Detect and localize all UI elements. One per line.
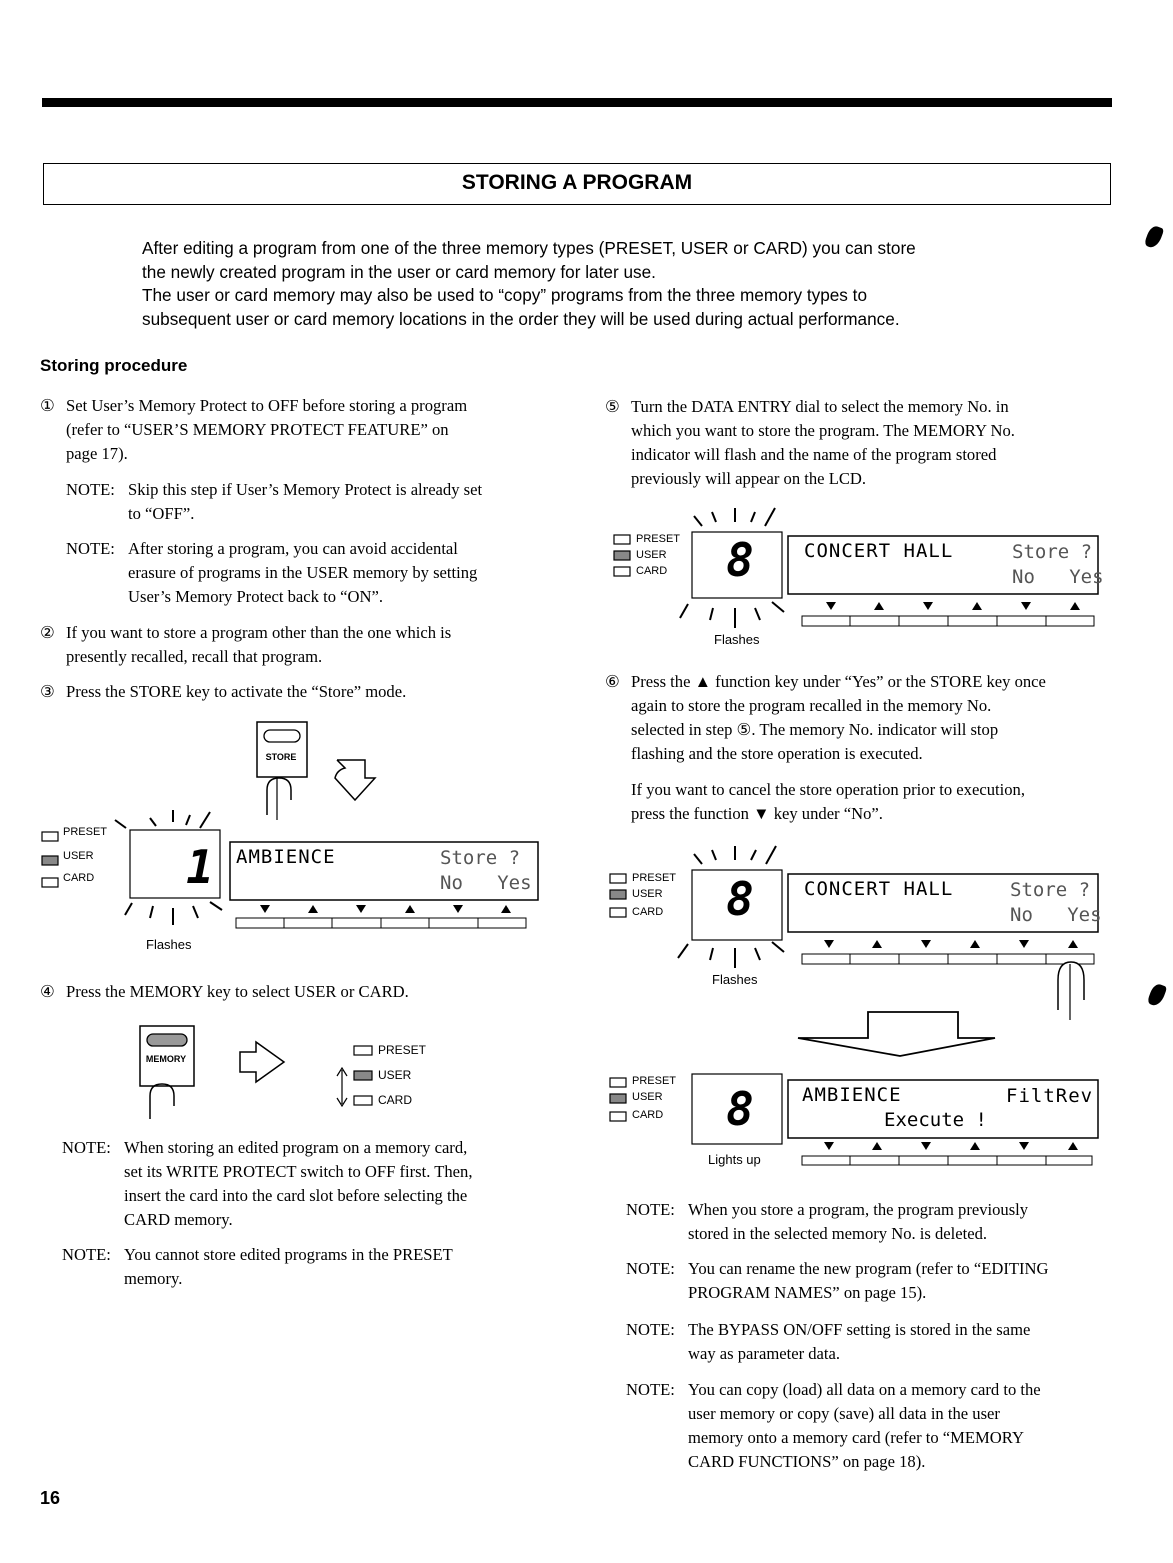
function-key-strip[interactable] bbox=[802, 1156, 1092, 1165]
step-line: which you want to store the program. The MEMORY No. bbox=[631, 421, 1015, 440]
note bbox=[62, 1136, 562, 1232]
note bbox=[626, 1318, 1146, 1366]
note-line: user memory or copy (save) all data in the user bbox=[688, 1404, 1000, 1423]
step-6-cancel bbox=[631, 778, 1131, 826]
note-label: NOTE: bbox=[626, 1200, 675, 1219]
user-indicator-icon bbox=[610, 1094, 626, 1103]
user-label: USER bbox=[378, 1068, 412, 1082]
step-3 bbox=[40, 680, 570, 704]
lcd-program-name: AMBIENCE bbox=[236, 846, 336, 868]
memory-digit: 8 bbox=[726, 533, 754, 587]
function-key-arrows bbox=[826, 602, 1080, 610]
arrow-right-icon bbox=[240, 1042, 284, 1082]
step-number: ⑥ bbox=[605, 672, 620, 691]
note-line: CARD FUNCTIONS” on page 18). bbox=[688, 1452, 926, 1471]
memory-digit: 1 bbox=[186, 840, 214, 894]
note-label: NOTE: bbox=[626, 1259, 675, 1278]
preset-indicator-icon bbox=[610, 1078, 626, 1087]
card-indicator-icon bbox=[42, 878, 58, 887]
finger-icon bbox=[150, 1084, 174, 1119]
note-line: You cannot store edited programs in the PRESET bbox=[124, 1245, 453, 1264]
user-label: USER bbox=[63, 850, 94, 862]
display-1-illustration bbox=[40, 800, 540, 940]
card-indicator-icon bbox=[614, 567, 630, 576]
lights-up-caption: Lights up bbox=[708, 1152, 761, 1167]
card-indicator-icon bbox=[610, 1112, 626, 1121]
card-label: CARD bbox=[632, 1109, 664, 1121]
step-line: (refer to “USER’S MEMORY PROTECT FEATURE” on bbox=[66, 420, 449, 439]
page-number: 16 bbox=[40, 1488, 61, 1508]
step-line: flashing and the store operation is executed. bbox=[631, 744, 923, 763]
note-label: NOTE: bbox=[66, 480, 115, 499]
binding-hole-mark bbox=[1144, 224, 1165, 249]
note bbox=[62, 1243, 562, 1291]
note-line: You can rename the new program (refer to “EDITING bbox=[688, 1259, 1049, 1278]
finger-icon bbox=[1058, 962, 1084, 1010]
card-label: CARD bbox=[632, 906, 664, 918]
intro-line: The user or card memory may also be used to “copy” programs from the three memory types to bbox=[142, 285, 868, 306]
lcd-program-name: CONCERT HALL bbox=[804, 878, 954, 900]
lcd-program-name: AMBIENCE bbox=[802, 1084, 902, 1106]
lcd-execute: Execute ! bbox=[884, 1109, 987, 1131]
preset-label: PRESET bbox=[63, 826, 108, 838]
preset-indicator-icon bbox=[42, 832, 58, 841]
memory-key-label: MEMORY bbox=[145, 1054, 187, 1064]
note-line: set its WRITE PROTECT switch to OFF first. Then, bbox=[124, 1162, 473, 1181]
section-heading: Storing procedure bbox=[40, 356, 188, 375]
preset-indicator-icon bbox=[354, 1046, 372, 1055]
display-3-illustration bbox=[608, 840, 1100, 1020]
flashes-caption: Flashes bbox=[146, 937, 192, 952]
user-label: USER bbox=[632, 1091, 663, 1103]
step-line: Set User’s Memory Protect to OFF before storing a program bbox=[66, 396, 468, 415]
flashes-caption: Flashes bbox=[714, 632, 760, 647]
step-number: ② bbox=[40, 623, 55, 642]
note bbox=[66, 478, 566, 526]
intro-line: After editing a program from one of the three memory types (PRESET, USER or CARD) you can store bbox=[142, 238, 916, 258]
function-key-arrows bbox=[260, 905, 511, 913]
note-line: When storing an edited program on a memory card, bbox=[124, 1138, 468, 1157]
note-line: PROGRAM NAMES” on page 15). bbox=[688, 1283, 927, 1302]
user-indicator-icon bbox=[42, 856, 58, 865]
lcd-no-yes: No Yes bbox=[440, 872, 532, 894]
lcd-no-yes: No Yes bbox=[1010, 904, 1102, 926]
page-title: STORING A PROGRAM bbox=[461, 171, 693, 194]
step-line: If you want to cancel the store operation prior to execution, bbox=[631, 780, 1025, 799]
user-indicator-icon bbox=[614, 551, 630, 560]
note-line: Skip this step if User’s Memory Protect is already set bbox=[128, 480, 483, 499]
binding-hole-mark bbox=[1147, 982, 1168, 1007]
note-line: The BYPASS ON/OFF setting is stored in the same bbox=[688, 1320, 1031, 1339]
top-rule bbox=[42, 98, 1112, 107]
lcd-store-prompt: Store ? bbox=[1012, 541, 1093, 563]
step-1 bbox=[40, 394, 570, 466]
updown-arrow-icon bbox=[337, 1068, 347, 1106]
step-5 bbox=[605, 395, 1125, 491]
note bbox=[66, 537, 566, 609]
step-6 bbox=[605, 670, 1135, 766]
note-line: way as parameter data. bbox=[688, 1344, 841, 1363]
lcd-no-yes: No Yes bbox=[1012, 566, 1104, 588]
card-label: CARD bbox=[63, 872, 95, 884]
note-label: NOTE: bbox=[626, 1380, 675, 1399]
note-label: NOTE: bbox=[626, 1320, 675, 1339]
function-key-arrows bbox=[824, 940, 1078, 948]
down-arrow-illustration bbox=[790, 1010, 1000, 1060]
note-line: After storing a program, you can avoid accidental bbox=[128, 539, 458, 558]
user-indicator-icon bbox=[610, 890, 626, 899]
function-key-arrows bbox=[824, 1142, 1078, 1150]
user-label: USER bbox=[636, 549, 667, 561]
step-number: ① bbox=[40, 396, 55, 415]
arrow-down-icon bbox=[798, 1012, 995, 1056]
step-4 bbox=[40, 980, 570, 1004]
step-number: ③ bbox=[40, 682, 55, 701]
preset-indicator-icon bbox=[614, 535, 630, 544]
lcd-store-prompt: Store ? bbox=[440, 847, 521, 869]
card-indicator-icon bbox=[354, 1096, 372, 1105]
step-line: Press the STORE key to activate the “Store” mode. bbox=[66, 682, 407, 701]
step-number: ⑤ bbox=[605, 397, 620, 416]
step-line: selected in step ⑤. The memory No. indicator will stop bbox=[631, 720, 999, 739]
user-indicator-icon bbox=[354, 1071, 372, 1080]
note bbox=[626, 1257, 1146, 1305]
memory-digit: 8 bbox=[726, 1082, 754, 1136]
step-line: presently recalled, recall that program. bbox=[66, 647, 323, 666]
card-label: CARD bbox=[378, 1093, 413, 1107]
store-key-label: STORE bbox=[265, 752, 297, 762]
step-2 bbox=[40, 621, 570, 669]
note-line: memory. bbox=[124, 1269, 183, 1288]
intro-line: subsequent user or card memory locations in the order they will be used during actual performance. bbox=[142, 308, 900, 329]
preset-label: PRESET bbox=[632, 872, 677, 884]
note bbox=[626, 1378, 1146, 1474]
memory-key-cap bbox=[147, 1034, 187, 1046]
card-indicator-icon bbox=[610, 908, 626, 917]
preset-label: PRESET bbox=[632, 1075, 677, 1087]
preset-label: PRESET bbox=[636, 533, 681, 545]
note-line: CARD memory. bbox=[124, 1210, 233, 1229]
note-line: erasure of programs in the USER memory by setting bbox=[128, 563, 478, 582]
note-label: NOTE: bbox=[62, 1245, 111, 1264]
step-line: page 17). bbox=[66, 444, 128, 463]
note-line: You can copy (load) all data on a memory card to the bbox=[688, 1380, 1041, 1399]
preset-indicator-icon bbox=[610, 874, 626, 883]
note-line: insert the card into the card slot before selecting the bbox=[124, 1186, 468, 1205]
step-line: Turn the DATA ENTRY dial to select the memory No. in bbox=[631, 397, 1009, 416]
card-label: CARD bbox=[636, 565, 668, 577]
user-label: USER bbox=[632, 888, 663, 900]
note-line: When you store a program, the program previously bbox=[688, 1200, 1029, 1219]
step-line: Press the MEMORY key to select USER or CARD. bbox=[66, 982, 409, 1001]
lcd-program-name: CONCERT HALL bbox=[804, 540, 954, 562]
lcd-store-prompt: Store ? bbox=[1010, 879, 1091, 901]
memory-digit: 8 bbox=[726, 872, 754, 926]
note bbox=[626, 1198, 1146, 1246]
store-key-cap bbox=[264, 730, 300, 742]
note-line: User’s Memory Protect back to “ON”. bbox=[128, 587, 383, 606]
flashes-caption: Flashes bbox=[712, 972, 758, 987]
step-line: Press the ▲ function key under “Yes” or the STORE key once bbox=[631, 672, 1046, 691]
step-line: indicator will flash and the name of the program stored bbox=[631, 445, 997, 464]
note-line: memory onto a memory card (refer to “MEMORY bbox=[688, 1428, 1024, 1447]
step-number: ④ bbox=[40, 982, 55, 1001]
note-label: NOTE: bbox=[62, 1138, 111, 1157]
note-line: stored in the selected memory No. is deleted. bbox=[688, 1224, 988, 1243]
preset-label: PRESET bbox=[378, 1043, 427, 1057]
note-label: NOTE: bbox=[66, 539, 115, 558]
note-line: to “OFF”. bbox=[128, 504, 195, 523]
intro-paragraph bbox=[142, 237, 1042, 331]
step-line: If you want to store a program other than the one which is bbox=[66, 623, 452, 642]
intro-line: the newly created program in the user or card memory for later use. bbox=[142, 261, 656, 282]
lcd-effect-type: FiltRev bbox=[1006, 1085, 1094, 1107]
step-line: previously will appear on the LCD. bbox=[631, 469, 867, 488]
arrow-icon bbox=[335, 760, 375, 800]
step-line: press the function ▼ key under “No”. bbox=[631, 804, 883, 823]
step-line: again to store the program recalled in the memory No. bbox=[631, 696, 992, 715]
